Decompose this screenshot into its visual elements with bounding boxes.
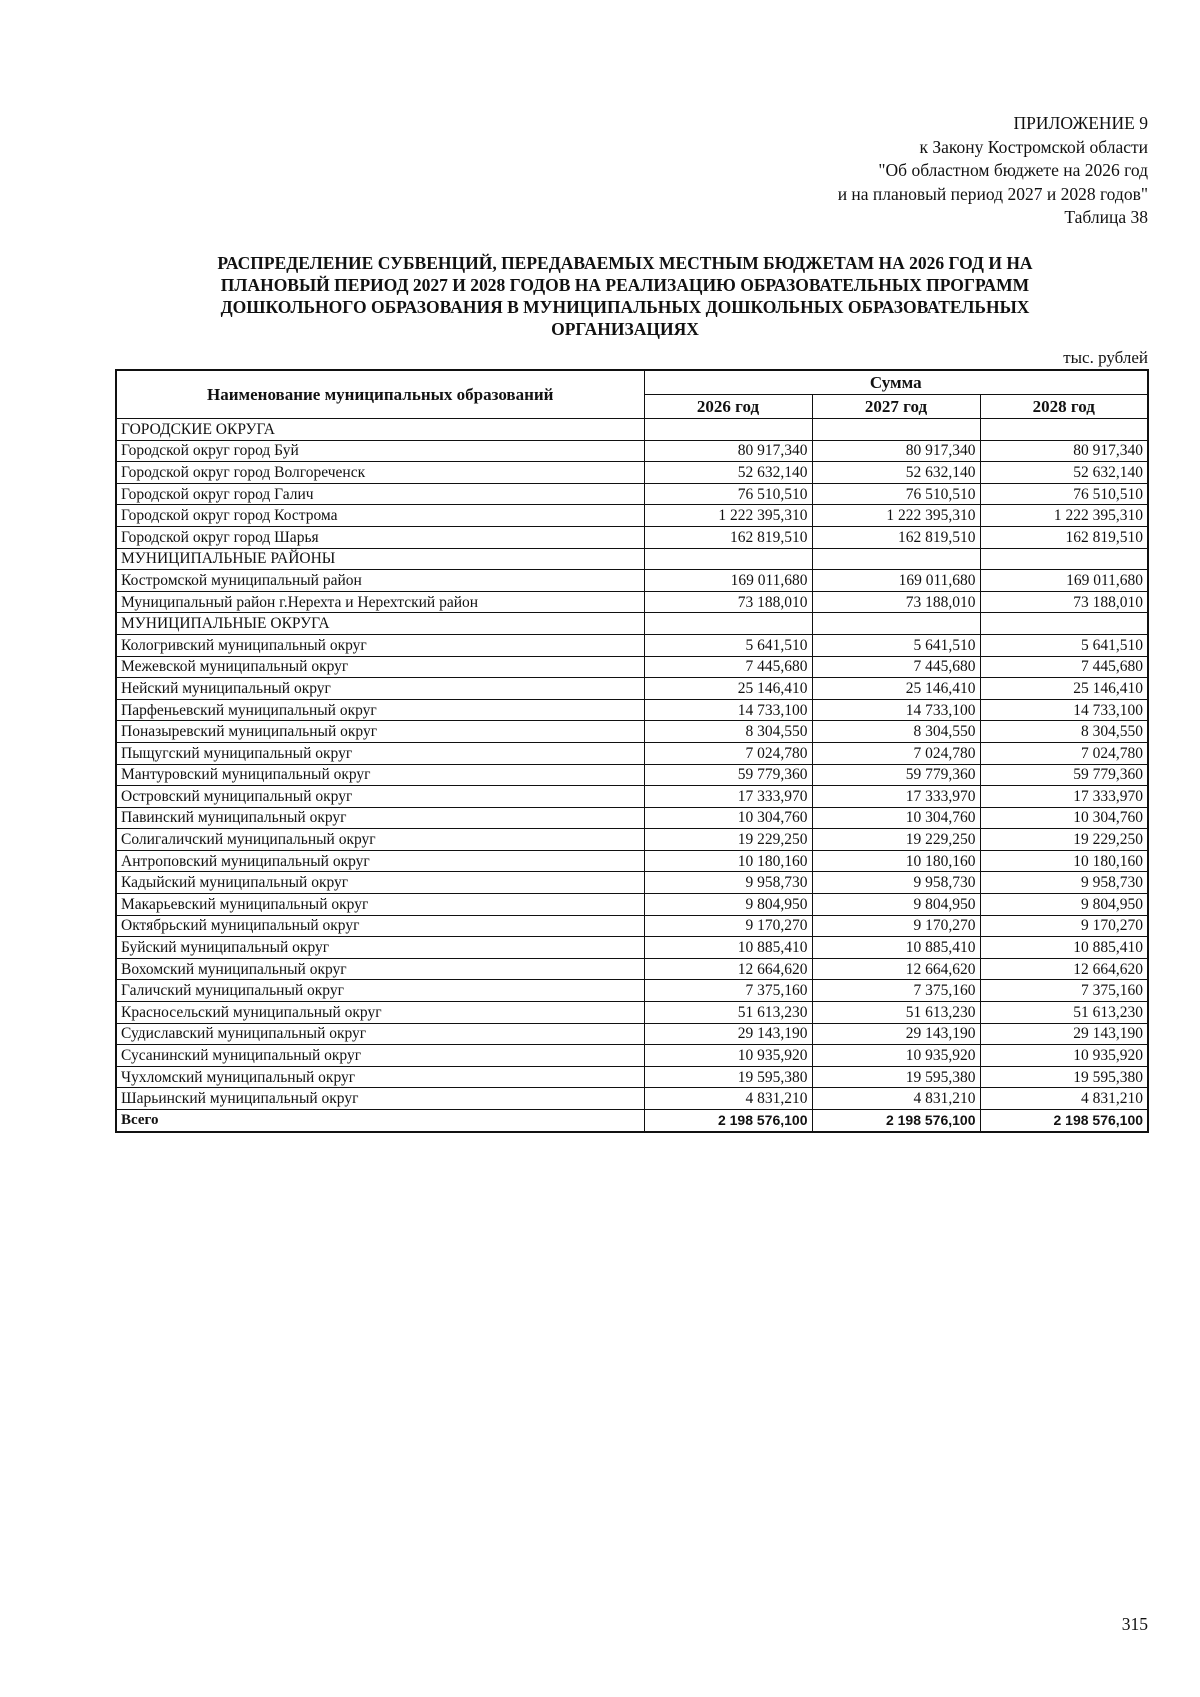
- row-value-2028: 169 011,680: [980, 570, 1148, 592]
- row-value-2028: 9 958,730: [980, 872, 1148, 894]
- row-name: Пыщугский муниципальный округ: [116, 742, 644, 764]
- row-name: Нейский муниципальный округ: [116, 678, 644, 700]
- title-line-4: ОРГАНИЗАЦИЯХ: [551, 319, 699, 339]
- table-row: [116, 721, 1148, 743]
- table-row: [116, 440, 1148, 462]
- row-value-2026: 4 831,210: [644, 1088, 812, 1110]
- row-value-2028: 80 917,340: [980, 440, 1148, 462]
- row-name: Костромской муниципальный район: [116, 570, 644, 592]
- row-value-2026: 10 304,760: [644, 807, 812, 829]
- row-value-2026: 80 917,340: [644, 440, 812, 462]
- row-value-2026: 19 229,250: [644, 829, 812, 851]
- row-value-2027: 52 632,140: [812, 462, 980, 484]
- row-name: Городской округ город Шарья: [116, 526, 644, 548]
- table-row: [116, 872, 1148, 894]
- row-value-2027: 51 613,230: [812, 1002, 980, 1024]
- column-header-sum: Сумма: [644, 370, 1148, 395]
- row-value-2028: 14 733,100: [980, 699, 1148, 721]
- row-value-2027: 19 229,250: [812, 829, 980, 851]
- row-value-2026: 10 885,410: [644, 937, 812, 959]
- row-name: Мантуровский муниципальный округ: [116, 764, 644, 786]
- table-row: [116, 829, 1148, 851]
- row-value-2026: 9 804,950: [644, 894, 812, 916]
- table-row: [116, 419, 1148, 441]
- row-value-2026: 51 613,230: [644, 1002, 812, 1024]
- row-value-2026: 162 819,510: [644, 526, 812, 548]
- row-value-2028: 7 375,160: [980, 980, 1148, 1002]
- table-row: [116, 786, 1148, 808]
- row-value-2027: 14 733,100: [812, 699, 980, 721]
- table-header-row: [116, 370, 1148, 395]
- row-value-2026: 9 958,730: [644, 872, 812, 894]
- table-row: [116, 1023, 1148, 1045]
- row-value-2027: 17 333,970: [812, 786, 980, 808]
- row-value-2026: 7 445,680: [644, 656, 812, 678]
- row-value-2028: 52 632,140: [980, 462, 1148, 484]
- table-row: [116, 894, 1148, 916]
- row-value-2027: 9 170,270: [812, 915, 980, 937]
- law-reference-line3: и на плановый период 2027 и 2028 годов": [837, 183, 1148, 204]
- row-value-2028: [980, 548, 1148, 570]
- row-value-2028: 19 229,250: [980, 829, 1148, 851]
- row-value-2026: 25 146,410: [644, 678, 812, 700]
- row-value-2027: 12 664,620: [812, 958, 980, 980]
- row-value-2028: 51 613,230: [980, 1002, 1148, 1024]
- row-name: Межевской муниципальный округ: [116, 656, 644, 678]
- row-name: Галичский муниципальный округ: [116, 980, 644, 1002]
- row-name: Вохомский муниципальный округ: [116, 958, 644, 980]
- row-value-2027: 5 641,510: [812, 634, 980, 656]
- table-row: [116, 764, 1148, 786]
- row-value-2028: 12 664,620: [980, 958, 1148, 980]
- row-value-2026: 17 333,970: [644, 786, 812, 808]
- row-value-2028: 162 819,510: [980, 526, 1148, 548]
- row-value-2026: 7 024,780: [644, 742, 812, 764]
- row-value-2026: 59 779,360: [644, 764, 812, 786]
- table-row: [116, 634, 1148, 656]
- row-value-2028: [980, 613, 1148, 635]
- row-value-2027: 7 445,680: [812, 656, 980, 678]
- row-name: Городской округ город Волгореченск: [116, 462, 644, 484]
- table-row: [116, 850, 1148, 872]
- table-row: [116, 958, 1148, 980]
- row-value-2028: 73 188,010: [980, 591, 1148, 613]
- law-reference-line2: "Об областном бюджете на 2026 год: [878, 160, 1148, 180]
- row-value-2028: 9 804,950: [980, 894, 1148, 916]
- row-value-2027: 9 804,950: [812, 894, 980, 916]
- row-value-2028: 76 510,510: [980, 483, 1148, 505]
- row-name: Красносельский муниципальный округ: [116, 1002, 644, 1024]
- row-value-2027: [812, 548, 980, 570]
- table-row: [116, 915, 1148, 937]
- column-header-2026: 2026 год: [644, 395, 812, 419]
- table-row: [116, 526, 1148, 548]
- row-name: Муниципальный район г.Нерехта и Нерехтский район: [116, 591, 644, 613]
- row-value-2028: 1 222 395,310: [980, 505, 1148, 527]
- row-value-2027: 59 779,360: [812, 764, 980, 786]
- row-value-2028: 10 885,410: [980, 937, 1148, 959]
- row-name: Парфеньевский муниципальный округ: [116, 699, 644, 721]
- units-label: тыс. рублей: [1063, 348, 1148, 367]
- row-name: Поназыревский муниципальный округ: [116, 721, 644, 743]
- row-value-2026: [644, 548, 812, 570]
- row-name: МУНИЦИПАЛЬНЫЕ ОКРУГА: [116, 613, 644, 635]
- row-value-2027: 4 831,210: [812, 1088, 980, 1110]
- row-value-2027: 10 180,160: [812, 850, 980, 872]
- row-name: Буйский муниципальный округ: [116, 937, 644, 959]
- table-row: [116, 591, 1148, 613]
- row-value-2026: 8 304,550: [644, 721, 812, 743]
- row-value-2027: 7 024,780: [812, 742, 980, 764]
- page-number: 315: [1121, 1614, 1148, 1634]
- row-name: Городской округ город Галич: [116, 483, 644, 505]
- row-name: Макарьевский муниципальный округ: [116, 894, 644, 916]
- row-value-2027: 162 819,510: [812, 526, 980, 548]
- table-row: [116, 807, 1148, 829]
- row-value-2028: [980, 419, 1148, 441]
- row-name: Городской округ город Буй: [116, 440, 644, 462]
- table-row: [116, 656, 1148, 678]
- row-value-2028: 59 779,360: [980, 764, 1148, 786]
- row-value-2027: [812, 419, 980, 441]
- row-value-2028: 10 935,920: [980, 1045, 1148, 1067]
- table-row: [116, 699, 1148, 721]
- row-value-2027: 19 595,380: [812, 1066, 980, 1088]
- row-name: Кадыйский муниципальный округ: [116, 872, 644, 894]
- row-value-2027: 73 188,010: [812, 591, 980, 613]
- table-row: [116, 570, 1148, 592]
- row-name: Солигаличский муниципальный округ: [116, 829, 644, 851]
- row-name: Антроповский муниципальный округ: [116, 850, 644, 872]
- table-body: [116, 419, 1148, 1132]
- table-row: [116, 548, 1148, 570]
- row-value-2026: 1 222 395,310: [644, 505, 812, 527]
- row-value-2027: 7 375,160: [812, 980, 980, 1002]
- row-value-2027: 80 917,340: [812, 440, 980, 462]
- row-value-2026: 73 188,010: [644, 591, 812, 613]
- row-value-2026: [644, 613, 812, 635]
- table-row: [116, 980, 1148, 1002]
- row-name: Павинский муниципальный округ: [116, 807, 644, 829]
- table-row: [116, 742, 1148, 764]
- row-value-2027: 1 222 395,310: [812, 505, 980, 527]
- row-value-2028: 4 831,210: [980, 1088, 1148, 1110]
- row-value-2026: 9 170,270: [644, 915, 812, 937]
- appendix-number: ПРИЛОЖЕНИЕ 9: [1013, 113, 1148, 133]
- row-value-2026: 7 375,160: [644, 980, 812, 1002]
- row-name: ГОРОДСКИЕ ОКРУГА: [116, 419, 644, 441]
- total-value-2028: 2 198 576,100: [980, 1110, 1148, 1132]
- row-name: Шарьинский муниципальный округ: [116, 1088, 644, 1110]
- row-value-2028: 8 304,550: [980, 721, 1148, 743]
- row-value-2028: 5 641,510: [980, 634, 1148, 656]
- table-total-row: [116, 1110, 1148, 1132]
- row-value-2027: 10 885,410: [812, 937, 980, 959]
- row-value-2026: 10 180,160: [644, 850, 812, 872]
- row-value-2026: 5 641,510: [644, 634, 812, 656]
- row-value-2028: 7 024,780: [980, 742, 1148, 764]
- row-value-2027: 76 510,510: [812, 483, 980, 505]
- row-value-2026: [644, 419, 812, 441]
- table-row: [116, 1066, 1148, 1088]
- table-row: [116, 483, 1148, 505]
- row-value-2027: 169 011,680: [812, 570, 980, 592]
- row-value-2026: 29 143,190: [644, 1023, 812, 1045]
- document-title: [130, 252, 1120, 340]
- row-value-2027: 29 143,190: [812, 1023, 980, 1045]
- column-header-name: Наименование муниципальных образований: [116, 370, 644, 419]
- row-value-2026: 76 510,510: [644, 483, 812, 505]
- row-value-2026: 10 935,920: [644, 1045, 812, 1067]
- row-value-2027: 10 304,760: [812, 807, 980, 829]
- law-reference-line1: к Закону Костромской области: [919, 136, 1148, 157]
- appendix-header: [838, 112, 1148, 230]
- row-value-2028: 17 333,970: [980, 786, 1148, 808]
- table-row: [116, 1088, 1148, 1110]
- table-row: [116, 1045, 1148, 1067]
- column-header-2028: 2028 год: [980, 395, 1148, 419]
- row-value-2027: 9 958,730: [812, 872, 980, 894]
- total-value-2027: 2 198 576,100: [812, 1110, 980, 1132]
- row-name: Октябрьский муниципальный округ: [116, 915, 644, 937]
- title-line-2: ПЛАНОВЫЙ ПЕРИОД 2027 И 2028 ГОДОВ НА РЕАЛИЗАЦИЮ ОБРАЗОВАТЕЛЬНЫХ ПРОГРАММ: [220, 275, 1030, 295]
- total-label: Всего: [116, 1110, 644, 1132]
- title-line-1: РАСПРЕДЕЛЕНИЕ СУБВЕНЦИЙ, ПЕРЕДАВАЕМЫХ МЕСТНЫМ БЮДЖЕТАМ НА 2026 ГОД И НА: [217, 253, 1033, 273]
- row-value-2028: 7 445,680: [980, 656, 1148, 678]
- row-name: МУНИЦИПАЛЬНЫЕ РАЙОНЫ: [116, 548, 644, 570]
- row-name: Сусанинский муниципальный округ: [116, 1045, 644, 1067]
- column-header-2027: 2027 год: [812, 395, 980, 419]
- row-name: Чухломский муниципальный округ: [116, 1066, 644, 1088]
- row-value-2026: 14 733,100: [644, 699, 812, 721]
- row-value-2028: 29 143,190: [980, 1023, 1148, 1045]
- subvention-table: [115, 369, 1149, 1133]
- row-name: Городской округ город Кострома: [116, 505, 644, 527]
- table-reference: Таблица 38: [1064, 207, 1148, 227]
- row-value-2027: 25 146,410: [812, 678, 980, 700]
- row-value-2028: 9 170,270: [980, 915, 1148, 937]
- row-name: Кологривский муниципальный округ: [116, 634, 644, 656]
- table-row: [116, 678, 1148, 700]
- row-value-2026: 52 632,140: [644, 462, 812, 484]
- row-value-2026: 169 011,680: [644, 570, 812, 592]
- table-row: [116, 613, 1148, 635]
- row-value-2027: 8 304,550: [812, 721, 980, 743]
- table-row: [116, 462, 1148, 484]
- row-value-2026: 19 595,380: [644, 1066, 812, 1088]
- row-value-2028: 25 146,410: [980, 678, 1148, 700]
- table-row: [116, 937, 1148, 959]
- row-value-2027: 10 935,920: [812, 1045, 980, 1067]
- table-row: [116, 1002, 1148, 1024]
- row-value-2028: 10 180,160: [980, 850, 1148, 872]
- row-value-2026: 12 664,620: [644, 958, 812, 980]
- row-value-2028: 19 595,380: [980, 1066, 1148, 1088]
- row-name: Островский муниципальный округ: [116, 786, 644, 808]
- row-value-2027: [812, 613, 980, 635]
- title-line-3: ДОШКОЛЬНОГО ОБРАЗОВАНИЯ В МУНИЦИПАЛЬНЫХ ДОШКОЛЬНЫХ ОБРАЗОВАТЕЛЬНЫХ: [220, 297, 1030, 317]
- row-value-2028: 10 304,760: [980, 807, 1148, 829]
- row-name: Судиславский муниципальный округ: [116, 1023, 644, 1045]
- table-row: [116, 505, 1148, 527]
- total-value-2026: 2 198 576,100: [644, 1110, 812, 1132]
